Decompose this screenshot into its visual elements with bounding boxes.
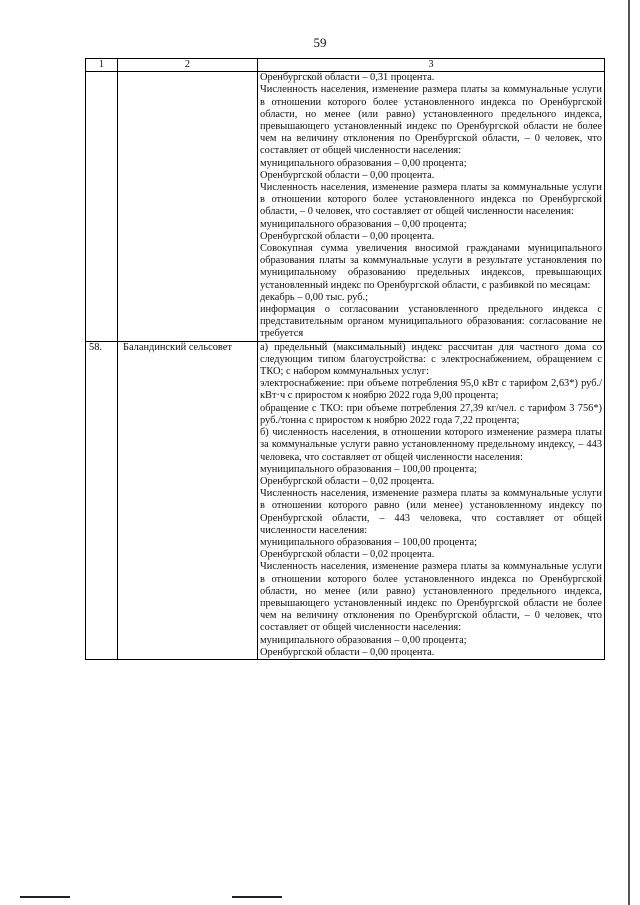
- content-paragraph: Оренбургской области – 0,00 процента.: [260, 230, 435, 242]
- content-paragraph: муниципального образования – 100,00 процента;: [260, 536, 477, 548]
- header-cell-1: 1: [86, 59, 118, 72]
- row-number: 58.: [86, 341, 118, 659]
- content-paragraph: муниципального образования – 0,00 процента;: [260, 157, 467, 169]
- table-row: [86, 341, 605, 659]
- scan-artifact-line: [628, 0, 630, 905]
- content-paragraph: муниципального образования – 0,00 процента;: [260, 218, 467, 230]
- content-paragraph: Численность населения, изменение размера платы за коммунальные услуги в отношении которого более установленного индекса по Оренбургской области, но менее (или равно) установленного предельного индекса, превышающего установленный индекс по Оренбургской области не более чем на величину отклонения по Оренбургской области, – 0 человек, что составляет от общей численности населения:: [260, 561, 602, 634]
- scan-artifact-dash: [232, 896, 282, 898]
- content-paragraph: муниципального образования – 100,00 процента;: [260, 463, 477, 475]
- municipality-name: Баландинский сельсовет: [118, 341, 258, 659]
- municipality-name: [118, 72, 258, 341]
- scan-artifact-dash: [20, 896, 70, 898]
- content-paragraph: Численность населения, изменение размера платы за коммунальные услуги в отношении которого более установленного индекса по Оренбургской области, но менее (или равно) установленного предельного индекса, превышающего установленный индекс по Оренбургской области не более чем на величину отклонения по Оренбургской области, – 0 человек, что составляет от общей численности населения:: [260, 84, 602, 157]
- content-paragraph: Оренбургской области – 0,02 процента.: [260, 549, 435, 561]
- content-paragraph: Оренбургской области – 0,02 процента.: [260, 475, 435, 487]
- row-content: [258, 72, 605, 341]
- document-table: [85, 58, 605, 660]
- table-header-row: [86, 59, 605, 72]
- page-number: 59: [313, 35, 327, 50]
- content-paragraph: электроснабжение: при объеме потребления 95,0 кВт с тарифом 2,63*) руб./кВт·ч с приростом к ноябрю 2022 года 9,00 процента;: [260, 378, 602, 402]
- header-cell-3: 3: [258, 59, 605, 72]
- row-number: [86, 72, 118, 341]
- content-paragraph: Оренбургской области – 0,31 процента.: [260, 72, 435, 84]
- content-paragraph: декабрь – 0,00 тыс. руб.;: [260, 291, 369, 303]
- table-row: [86, 72, 605, 341]
- content-paragraph: Оренбургской области – 0,00 процента.: [260, 169, 435, 181]
- content-paragraph: муниципального образования – 0,00 процента;: [260, 634, 467, 646]
- content-paragraph: а) предельный (максимальный) индекс рассчитан для частного дома со следующим типом благоустройства: с электроснабжением, обращением с ТКО; с набором коммунальных услуг:: [260, 341, 602, 378]
- content-paragraph: информация о согласовании установленного предельного индекса с представительным органом муниципального образования: согласование не требуется: [260, 304, 602, 340]
- row-content: [258, 341, 605, 659]
- content-paragraph: Совокупная сумма увеличения вносимой гражданами муниципального образования платы за коммунальные услуги в результате установления по муниципальному образованию предельных индексов, превышающих установленный индекс по Оренбургской области, с разбивкой по месяцам:: [260, 243, 602, 291]
- content-paragraph: Численность населения, изменение размера платы за коммунальные услуги в отношении которого более установленного индекса по Оренбургской области, – 0 человек, что составляет от общей численности населения:: [260, 182, 602, 218]
- header-cell-2: 2: [118, 59, 258, 72]
- content-paragraph: обращение с ТКО: при объеме потребления 27,39 кг/чел. с тарифом 3 756*) руб./тонна с приростом к ноябрю 2022 года 7,22 процента;: [260, 402, 602, 426]
- content-paragraph: б) численность населения, в отношении которого изменение размера платы за коммунальные услуги равно установленному предельному индексу, – 443 человека, что составляет от общей численности населения:: [260, 427, 602, 463]
- content-paragraph: Оренбургской области – 0,00 процента.: [260, 646, 435, 658]
- content-paragraph: Численность населения, изменение размера платы за коммунальные услуги в отношении которого равно (или менее) установленному индексу по Оренбургской области, – 443 человека, что составляет от общей численности населения:: [260, 488, 602, 536]
